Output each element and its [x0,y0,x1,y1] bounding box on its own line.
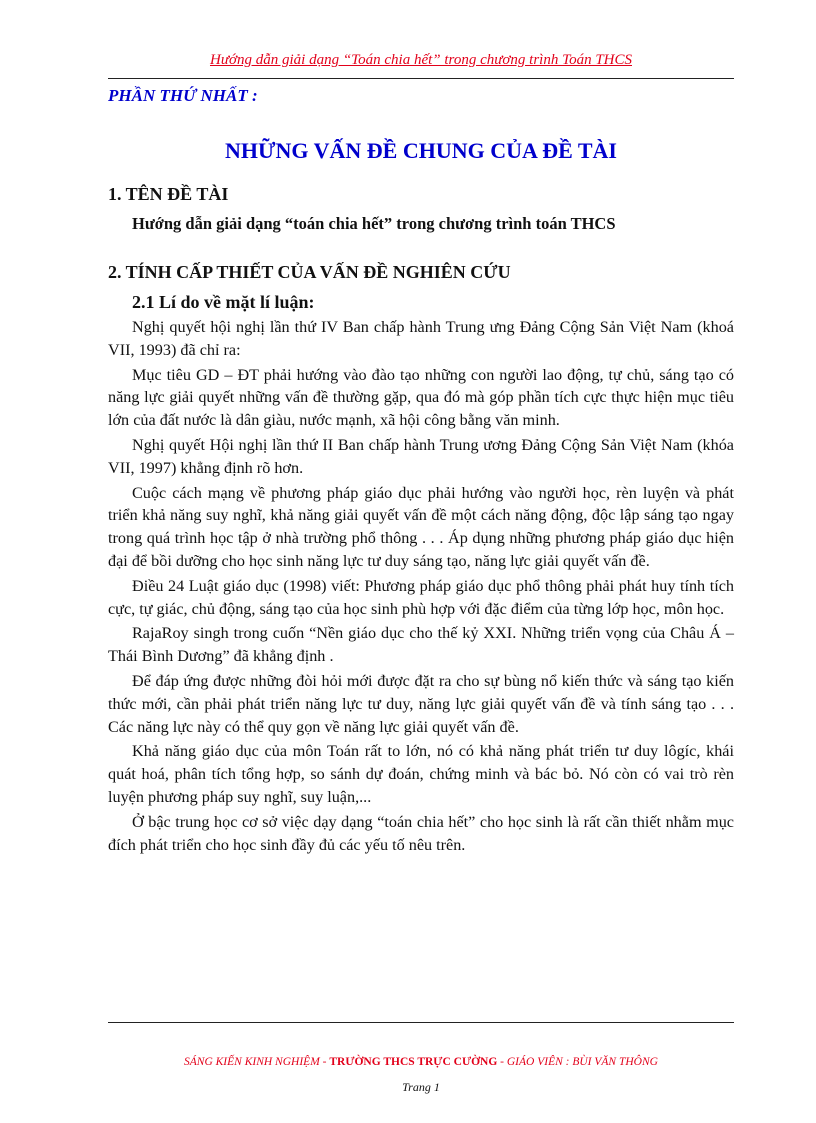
sub-heading-2-1: 2.1 Lí do về mặt lí luận: [132,292,315,312]
paragraph: Nghị quyết hội nghị lần thứ IV Ban chấp hành Trung ưng Đảng Cộng Sản Việt Nam (khoá VII, 1993) đã chỉ ra: [108,318,734,359]
header-divider [108,78,734,79]
topic-title: Hướng dẫn giải dạng “toán chia hết” trong chương trình toán THCS [132,214,616,233]
footer-teacher: - GIÁO VIÊN : BÙI VĂN THÔNG [497,1056,658,1068]
running-header: Hướng dẫn giải dạng “Toán chia hết” trong chương trình Toán THCS [209,52,632,68]
footer-school: TRƯỜNG THCS TRỰC CƯỜNG [329,1056,498,1068]
paragraph: Điều 24 Luật giáo dục (1998) viết: Phương pháp giáo dục phổ thông phải phát huy tính tích cực, tự giác, chủ động, sáng tạo của học sinh phù hợp với đặc điểm của từng lớp học, môn học. [108,576,734,618]
paragraph: Khả năng giáo dục của môn Toán rất to lớn, nó có khả năng phát triển tư duy lôgíc, khái quát hoá, phân tích tổng hợp, so sánh dự đoán, chứng minh và bác bỏ. Nó còn có vai trò rèn luyện phương pháp suy nghĩ, suy luận,... [108,742,734,806]
paragraph: Ở bậc trung học cơ sở việc dạy dạng “toán chia hết” cho học sinh là rất cần thiết nhằm mục đích phát triển cho học sinh đầy đủ các yếu tố nêu trên. [108,812,734,854]
main-title: NHỮNG VẤN ĐỀ CHUNG CỦA ĐỀ TÀI [225,138,617,163]
body-text [108,316,734,858]
paragraph: Nghị quyết Hội nghị lần thứ II Ban chấp hành Trung ương Đảng Cộng Sản Việt Nam (khóa VII, 1997) khẳng định rõ hơn. [108,435,734,477]
paragraph: Mục tiêu GD – ĐT phải hướng vào đào tạo những con người lao động, tự chủ, sáng tạo có năng lực giải quyết những vấn đề thường gặp, qua đó mà góp phần tích cực thực hiện mục tiêu lớn của đất nước là dân giàu, nước mạnh, xã hội công bằng văn minh. [108,365,734,430]
paragraph: RajaRoy singh trong cuốn “Nền giáo dục cho thế kỷ XXI. Những triển vọng của Châu Á – Thái Bình Dương” đã khẳng định . [108,624,734,666]
paragraph: Để đáp ứng được những đòi hỏi mới được đặt ra cho sự bùng nổ kiến thức và sáng tạo kiến thức mới, cần phải phát triển năng lực tư duy, năng lực giải quyết vấn đề và tính sáng tạo . . . Các năng lực này có thể quy gọn về năng lực giải quyết vấn đề. [108,671,734,736]
section-2-heading: 2. TÍNH CẤP THIẾT CỦA VẤN ĐỀ NGHIÊN CỨU [108,262,511,282]
part-label: PHẦN THỨ NHẤT : [108,86,258,105]
footer-part-1: SÁNG KIẾN KINH NGHIỆM - [184,1056,330,1068]
section-1-heading: 1. TÊN ĐỀ TÀI [108,184,229,204]
footer-divider [108,1022,734,1023]
page-number: Trang 1 [402,1080,440,1094]
footer-line [108,1056,734,1068]
paragraph: Cuộc cách mạng về phương pháp giáo dục phải hướng vào người học, rèn luyện và phát triển khả năng suy nghĩ, khả năng giải quyết vấn đề một cách năng động, độc lập sáng tạo ngay trong quá trình học tập ở nhà trường phổ thông . . . Áp dụng những phương pháp giáo dục hiện đại để bồi dưỡng cho học sinh năng lực tư duy sáng tạo, năng lực giải quyết vấn đề. [108,483,734,570]
